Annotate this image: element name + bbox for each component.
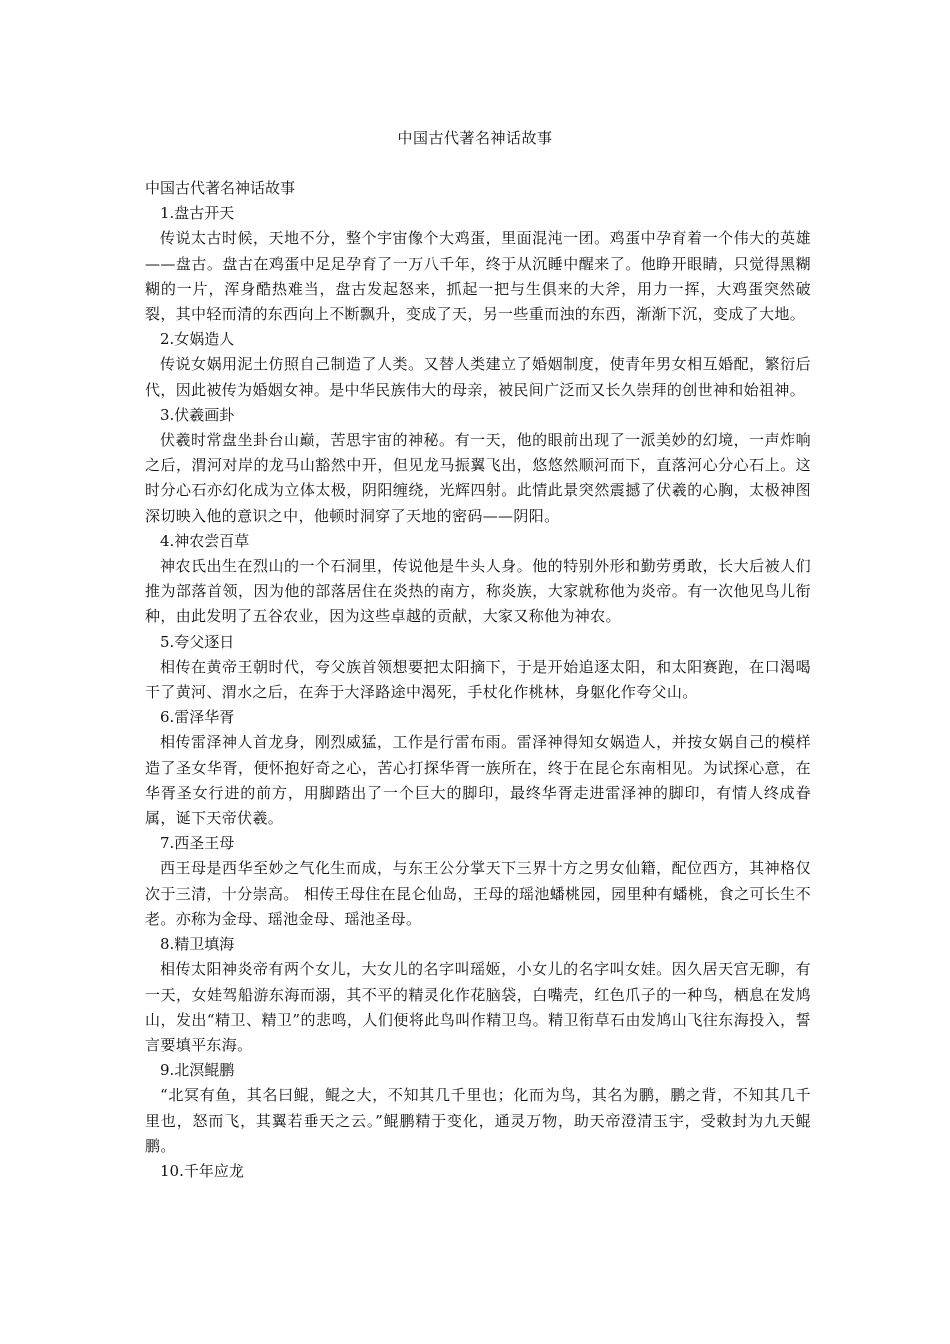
section-heading-10: 10.千年应龙 <box>160 1161 244 1180</box>
section-body-9: “北冥有鱼，其名曰鲲，鲲之大，不知其几千里也；化而为鸟，其名为鹏，鹏之背，不知其几千里也，怒而飞，其翼若垂天之云。”鲲鹏精于变化，通灵万物，助天帝澄清玉宇，受敕封为九天鲲鹏。 <box>145 1086 811 1155</box>
section-heading-6: 6.雷泽华胥 <box>160 708 235 727</box>
document-subtitle: 中国古代著名神话故事 <box>145 179 296 197</box>
section-heading-1: 1.盘古开天 <box>160 204 235 223</box>
section-body-6: 相传雷泽神人首龙身，刚烈威猛，工作是行雷布雨。雷泽神得知女娲造人，并按女娲自己的模样造了圣女华胥，便怀抱好奇之心，苦心打探华胥一族所在，终于在昆仑东南相见。为试探心意，在华胥圣女行进的前方，用脚踏出了一个巨大的脚印，最终华胥走进雷泽神的脚印，有情人终成眷属，诞下天帝伏羲。 <box>145 733 811 828</box>
section-heading-7: 7.西圣王母 <box>160 834 235 853</box>
section-heading-2: 2.女娲造人 <box>160 330 235 349</box>
section-body-5: 相传在黄帝王朝时代，夸父族首领想要把太阳摘下，于是开始追逐太阳，和太阳赛跑，在口渴喝干了黄河、渭水之后，在奔于大泽路途中渴死，手杖化作桃林，身躯化作夸父山。 <box>145 657 811 702</box>
section-heading-8: 8.精卫填海 <box>160 935 235 954</box>
section-heading-4: 4.神农尝百草 <box>160 531 250 550</box>
document-title: 中国古代著名神话故事 <box>397 129 553 147</box>
section-body-1: 传说太古时候，天地不分，整个宇宙像个大鸡蛋，里面混沌一团。鸡蛋中孕育着一个伟大的英雄——盘古。盘古在鸡蛋中足足孕育了一万八千年，终于从沉睡中醒来了。他睁开眼睛，只觉得黑糊糊的一片，浑身酷热难当，盘古发起怒来，抓起一把与生俱来的大斧，用力一挥，大鸡蛋突然破裂，其中轻而清的东西向上不断飘升，变成了天，另一些重而浊的东西，渐渐下沉，变成了大地。 <box>145 229 811 324</box>
section-body-7: 西王母是西华至妙之气化生而成，与东王公分掌天下三界十方之男女仙籍，配位西方，其神格仅次于三清，十分崇高。 相传王母住在昆仑仙岛，王母的瑶池蟠桃园，园里种有蟠桃，食之可长生不老。亦称为金母、瑶池金母、瑶池圣母。 <box>145 859 811 928</box>
section-body-2: 传说女娲用泥土仿照自己制造了人类。又替人类建立了婚姻制度，使青年男女相互婚配，繁衍后代，因此被传为婚姻女神。是中华民族伟大的母亲，被民间广泛而又长久崇拜的创世神和始祖神。 <box>145 355 811 399</box>
section-body-3: 伏羲时常盘坐卦台山巅，苦思宇宙的神秘。有一天，他的眼前出现了一派美妙的幻境，一声炸响之后，渭河对岸的龙马山豁然中开，但见龙马振翼飞出，悠悠然顺河而下，直落河心分心石上。这时分心石亦幻化成为立体太极，阴阳缠绕，光辉四射。此情此景突然震撼了伏羲的心胸，太极神图深切映入他的意识之中，他顿时洞穿了天地的密码——阴阳。 <box>145 431 811 525</box>
section-heading-5: 5.夸父逐日 <box>160 632 235 651</box>
section-body-8: 相传太阳神炎帝有两个女儿，大女儿的名字叫瑶姬，小女儿的名字叫女娃。因久居天宫无聊，有一天，女娃驾船游东海而溺，其不平的精灵化作花脑袋，白嘴壳，红色爪子的一种鸟，栖息在发鸠山，发出“精卫、精卫”的悲鸣，人们便将此鸟叫作精卫鸟。精卫衔草石由发鸠山飞往东海投入，誓言要填平东海。 <box>145 960 811 1054</box>
section-heading-3: 3.伏羲画卦 <box>160 405 235 424</box>
section-heading-9: 9.北溟鲲鹏 <box>160 1061 235 1080</box>
document-content <box>145 176 811 1184</box>
section-body-4: 神农氏出生在烈山的一个石洞里，传说他是牛头人身。他的特别外形和勤劳勇敢，长大后被人们推为部落首领，因为他的部落居住在炎热的南方，称炎族，大家就称他为炎帝。有一次他见鸟儿衔种，由此发明了五谷农业，因为这些卓越的贡献，大家又称他为神农。 <box>145 557 811 626</box>
